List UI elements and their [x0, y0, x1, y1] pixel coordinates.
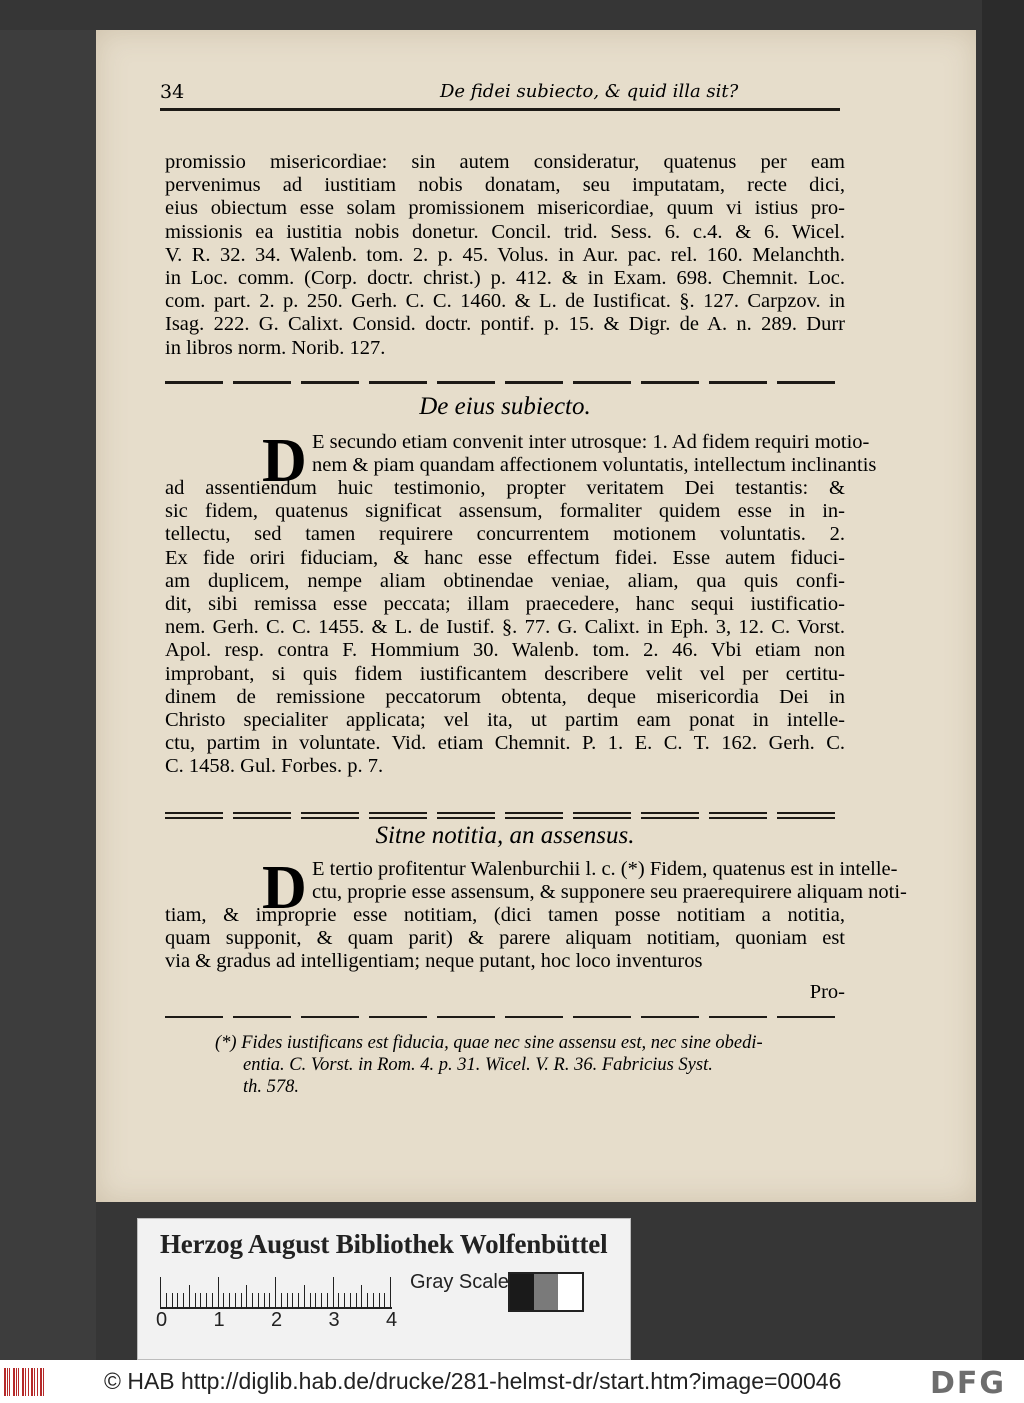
ruler-tick: [223, 1293, 224, 1307]
barcode-stripe: [9, 1368, 10, 1396]
ruler-tick: [212, 1293, 213, 1307]
ruler-tick: [321, 1293, 322, 1307]
footnote-line: entia. C. Vorst. in Rom. 4. p. 31. Wicel. V. R. 36. Fabricius Syst.: [243, 1055, 713, 1075]
text-line: tiam, & improprie esse notitiam, (dici tamen posse notitiam a notitia,: [165, 904, 845, 926]
text-line: quam supponit, & quam parit) & parere aliquam notitiam, quoniam est: [165, 927, 845, 950]
ruler-tick: [241, 1293, 242, 1307]
gray-scale-label: Gray Scale: [410, 1271, 509, 1293]
header-rule: [160, 108, 840, 111]
catchword: Pro-: [809, 981, 845, 1003]
text-line: E tertio profitentur Walenburchii l. c. (*) Fidem, quatenus est in intelle-: [312, 858, 898, 880]
text-line: Ex fide oriri fiduciam, & hanc esse effectum fidei. Esse autem fiduci-: [165, 546, 845, 569]
text-line: dit, sibi remissa esse peccata; illam praecedere, hanc sequi iustificatio-: [165, 593, 845, 616]
ruler-number: 0: [156, 1309, 168, 1331]
ruler-tick: [373, 1293, 374, 1307]
scanner-edge: [982, 0, 1024, 1360]
paragraph-block-3: [165, 904, 845, 974]
section-title-notitia: Sitne notitia, an assensus.: [375, 822, 635, 849]
barcode-stripe: [43, 1368, 44, 1396]
paragraph-block-3-head: [312, 858, 907, 904]
ruler-tick: [390, 1277, 391, 1307]
ruler-tick: [195, 1293, 196, 1307]
ruler-tick: [252, 1293, 253, 1307]
scale-ruler: [160, 1269, 392, 1309]
barcode-stripe: [13, 1368, 15, 1396]
barcode-stripe: [28, 1368, 29, 1396]
section-title-subiecto: De eius subiecto.: [419, 393, 591, 420]
ruler-tick: [275, 1277, 276, 1307]
ruler-tick: [160, 1277, 161, 1307]
ruler-tick: [166, 1293, 167, 1307]
section-divider-2b: [165, 817, 845, 819]
text-line: E secundo etiam convenit inter utrosque: 1. Ad fidem requiri motio-: [312, 431, 870, 453]
text-line: pervenimus ad iustitiam nobis donatam, seu imputatam, recte dici,: [165, 174, 845, 197]
scanner-board: [0, 30, 96, 1360]
text-line: missionis ea iustitia nobis donetur. Concil. trid. Sess. 6. c.4. & 6. Wicel.: [165, 220, 845, 243]
text-line: nem & piam quandam affectionem voluntatis, intellectum inclinantis: [312, 454, 877, 477]
dfg-logo: DFG: [930, 1366, 1007, 1401]
ruler-tick: [200, 1293, 201, 1307]
footnote-divider: [165, 1016, 845, 1018]
section-divider-1: [165, 381, 845, 384]
gray-swatch: [558, 1274, 582, 1310]
ruler-number: 3: [328, 1309, 340, 1331]
footnote-line: (*) Fides iustificans est fiducia, quae nec sine assensu est, nec sine obedi-: [215, 1033, 763, 1053]
gray-swatch: [510, 1274, 534, 1310]
ruler-tick: [379, 1293, 380, 1307]
text-line: ad assentiendum huic testimonio, propter veritatem Dei testantis: &: [165, 477, 845, 499]
footer-bar: [0, 1360, 1024, 1403]
text-line: tellectu, sed tamen requirere concurrentem motionem voluntatis. 2.: [165, 523, 845, 546]
footnote: [215, 1032, 845, 1098]
ruler-tick: [356, 1293, 357, 1307]
drop-cap: D: [262, 854, 307, 922]
ruler-tick: [269, 1293, 270, 1307]
ruler-tick: [298, 1293, 299, 1307]
ruler-number: 2: [271, 1309, 283, 1331]
page-header: [160, 77, 920, 107]
ruler-tick: [177, 1293, 178, 1307]
text-line: promissio misericordiae: sin autem consideratur, quatenus per eam: [165, 151, 845, 173]
text-line: ctu, proprie esse assensum, & supponere seu praerequirere aliquam noti-: [312, 881, 907, 904]
barcode-stripe: [31, 1368, 33, 1396]
text-line: ctu, partim in voluntate. Vid. etiam Chemnit. P. 1. E. C. T. 162. Gerh. C.: [165, 732, 845, 755]
text-line: am duplicem, nempe aliam obtinendae veniae, aliam, qua quis confi-: [165, 569, 845, 592]
footnote-line: th. 578.: [243, 1077, 300, 1097]
ruler-tick: [327, 1293, 328, 1307]
ruler-tick: [287, 1293, 288, 1307]
text-line: V. R. 32. 34. Walenb. tom. 2. p. 45. Volus. in Aur. pac. rel. 160. Melanchth.: [165, 243, 845, 266]
ruler-tick: [333, 1277, 334, 1307]
ruler-tick: [235, 1293, 236, 1307]
text-line: via & gradus ad intelligentiam; neque putant, hoc loco inventuros: [165, 950, 703, 973]
text-line: Christo specialiter applicata; vel ita, ut partim eam ponat in intelle-: [165, 709, 845, 732]
ruler-tick: [206, 1293, 207, 1307]
ruler-tick: [183, 1293, 184, 1307]
ruler-tick: [218, 1277, 219, 1307]
text-line: dinem de remissione peccatorum obtenta, deque misericordia Dei in: [165, 685, 845, 708]
text-line: improbant, si quis fidem iustificantem describere velit vel per certitu-: [165, 662, 845, 685]
ruler-tick: [292, 1293, 293, 1307]
ruler-tick: [350, 1293, 351, 1307]
gray-swatch: [534, 1274, 558, 1310]
ruler-tick: [304, 1285, 305, 1307]
paragraph-block-1: [165, 151, 845, 360]
ruler-number: 4: [386, 1309, 398, 1331]
section-divider-2: [165, 812, 845, 814]
ruler-tick: [361, 1285, 362, 1307]
barcode-stripe: [34, 1368, 35, 1396]
ruler-tick: [344, 1293, 345, 1307]
text-line: nem. Gerh. C. C. 1455. & L. de Iustif. §. 77. G. Calixt. in Eph. 3, 12. C. Vorst.: [165, 616, 845, 639]
ruler-tick: [189, 1285, 190, 1307]
text-line: com. part. 2. p. 250. Gerh. C. C. 1460. & L. de Iustificat. §. 127. Carpzov. in: [165, 290, 845, 313]
library-label: [137, 1218, 631, 1360]
text-line: in Loc. comm. (Corp. doctr. christ.) p. 412. & in Exam. 698. Chemnit. Loc.: [165, 267, 845, 290]
ruler-tick: [246, 1285, 247, 1307]
barcode-icon: [4, 1368, 48, 1396]
ruler-tick: [229, 1293, 230, 1307]
ruler-number: 1: [213, 1309, 225, 1331]
barcode-stripe: [7, 1368, 8, 1396]
text-line: in libros norm. Norib. 127.: [165, 336, 386, 359]
barcode-stripe: [22, 1368, 24, 1396]
barcode-stripe: [25, 1368, 26, 1396]
ruler-numbers: [156, 1309, 416, 1337]
ruler-tick: [338, 1293, 339, 1307]
barcode-stripe: [18, 1368, 19, 1396]
text-line: sic fidem, quatenus significat assensum, formaliter quidem esse in in-: [165, 500, 845, 523]
library-name: Herzog August Bibliothek Wolfenbüttel: [160, 1229, 608, 1259]
text-line: C. 1458. Gul. Forbes. p. 7.: [165, 755, 384, 778]
barcode-stripe: [37, 1368, 38, 1396]
barcode-stripe: [4, 1368, 6, 1396]
ruler-tick: [172, 1293, 173, 1307]
running-title: De fidei subiecto, & quid illa sit?: [440, 81, 739, 102]
drop-cap: D: [262, 427, 307, 495]
barcode-stripe: [16, 1368, 17, 1396]
source-link[interactable]: © HAB http://diglib.hab.de/drucke/281-helmst-dr/start.htm?image=00046: [104, 1368, 842, 1394]
text-line: eius obiectum esse solam promissionem misericordiae, quum vi istius pro-: [165, 197, 845, 220]
paragraph-block-2-head: [312, 431, 877, 477]
text-line: Apol. resp. contra F. Hommium 30. Walenb. tom. 2. 46. Vbi etiam non: [165, 639, 845, 662]
barcode-stripe: [40, 1368, 42, 1396]
ruler-tick: [281, 1293, 282, 1307]
text-line: Isag. 222. G. Calixt. Consid. doctr. pontif. p. 15. & Digr. de A. n. 289. Durr: [165, 313, 845, 336]
ruler-tick: [367, 1293, 368, 1307]
page-number: 34: [160, 81, 185, 103]
ruler-tick: [384, 1293, 385, 1307]
ruler-tick: [315, 1293, 316, 1307]
gray-scale-chart: [508, 1272, 584, 1312]
ruler-tick: [264, 1293, 265, 1307]
ruler-tick: [258, 1293, 259, 1307]
ruler-tick: [310, 1293, 311, 1307]
paragraph-block-2: [165, 477, 845, 779]
